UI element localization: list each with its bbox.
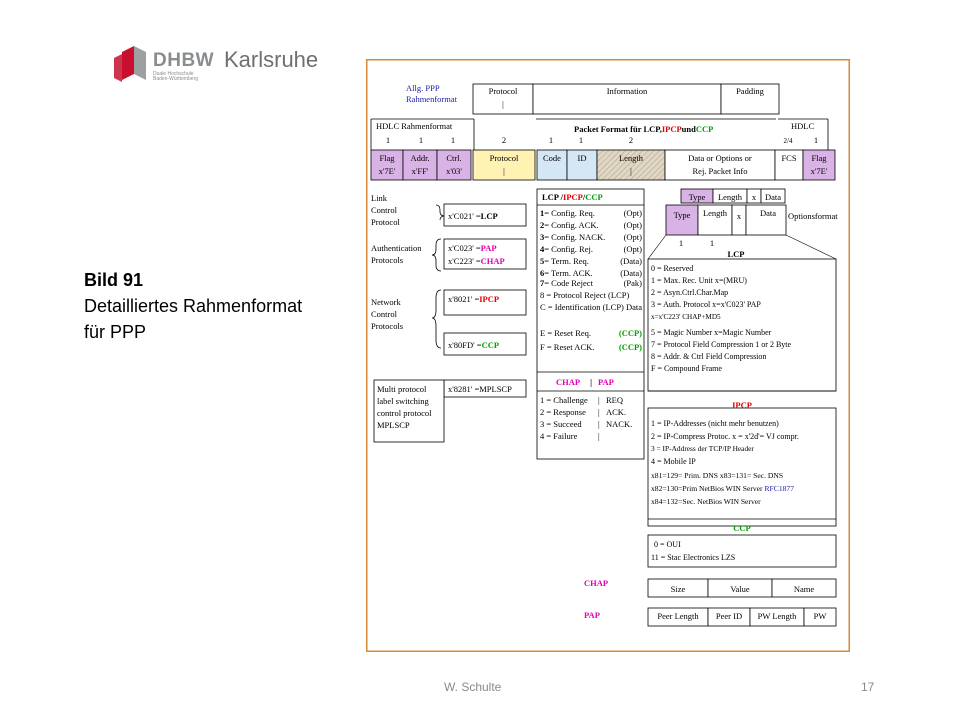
- packet-format-label: Packet Format für LCP,IPCPundCCP: [574, 124, 714, 134]
- svg-text:x'7E': x'7E': [810, 166, 828, 176]
- svg-text:Size: Size: [670, 584, 686, 594]
- svg-text:Length: Length: [618, 153, 644, 163]
- svg-text:Link: Link: [371, 193, 388, 203]
- svg-text:(Opt): (Opt): [623, 208, 642, 218]
- ipcp-options-title: IPCP: [732, 400, 752, 410]
- svg-text:5= Term. Req.: 5= Term. Req.: [540, 256, 589, 266]
- svg-text:Type: Type: [673, 210, 691, 220]
- svg-text:x'03': x'03': [446, 166, 462, 176]
- svg-text:|: |: [598, 419, 600, 429]
- ppp-padding: Padding: [736, 86, 764, 96]
- svg-text:|: |: [598, 407, 600, 417]
- svg-text:x84=132=Sec. NetBios WIN Serve: x84=132=Sec. NetBios WIN Server: [651, 497, 761, 506]
- svg-text:Protocol: Protocol: [489, 153, 519, 163]
- svg-text:REQ: REQ: [606, 395, 623, 405]
- svg-text:Name: Name: [793, 584, 815, 594]
- svg-text:1: 1: [385, 135, 391, 145]
- svg-text:0 = Reserved: 0 = Reserved: [651, 264, 694, 273]
- svg-text:Rej. Packet Info: Rej. Packet Info: [692, 166, 748, 176]
- svg-text:2/4: 2/4: [783, 137, 793, 145]
- svg-text:0 = OUI: 0 = OUI: [654, 540, 681, 549]
- code-c: C = Identification (LCP) Data: [540, 302, 643, 312]
- svg-text:1 = Challenge: 1 = Challenge: [540, 395, 588, 405]
- proto-lcp: x'C021' =LCP: [448, 211, 498, 221]
- options-format-label: Optionsformat: [788, 211, 838, 221]
- svg-text:control protocol: control protocol: [377, 408, 432, 418]
- svg-text:11 = Stac Electronics LZS: 11 = Stac Electronics LZS: [651, 553, 736, 562]
- svg-text:Control: Control: [371, 309, 397, 319]
- svg-text:|: |: [598, 431, 600, 441]
- proto-ipcp: x'8021' =IPCP: [448, 294, 500, 304]
- svg-text:Data: Data: [760, 208, 777, 218]
- svg-text:Length: Length: [702, 208, 728, 218]
- svg-text:(Pak): (Pak): [623, 278, 642, 288]
- lcp-options-title: LCP: [727, 249, 745, 259]
- footer-author: W. Schulte: [444, 680, 502, 694]
- title-line-2: für PPP: [84, 322, 147, 342]
- svg-text:PW Length: PW Length: [757, 611, 797, 621]
- svg-text:(Opt): (Opt): [623, 232, 642, 242]
- ppp-label-1: Allg. PPP: [406, 83, 440, 93]
- svg-text:x'7E': x'7E': [378, 166, 396, 176]
- code-8: 8 = Protocol Reject (LCP): [540, 290, 630, 300]
- ppp-protocol: Protocol: [488, 86, 518, 96]
- svg-text:2: 2: [501, 135, 507, 145]
- svg-text:8 = Addr. & Ctrl Field Compres: 8 = Addr. & Ctrl Field Compression: [651, 352, 767, 361]
- svg-text:3 = IP-Address: 3 = IP-Address der TCP/IP Header: [651, 444, 754, 453]
- svg-text:Multi protocol: Multi protocol: [377, 384, 427, 394]
- svg-text:Peer ID: Peer ID: [715, 611, 743, 621]
- svg-text:3= Config. NACK.: 3= Config. NACK.: [540, 232, 606, 242]
- svg-text:1: 1: [709, 238, 715, 248]
- svg-text:2 = Response: 2 = Response: [540, 407, 586, 417]
- svg-text:Protocol: Protocol: [371, 217, 400, 227]
- svg-text:MPLSCP: MPLSCP: [377, 420, 410, 430]
- svg-text:Authentication: Authentication: [371, 243, 422, 253]
- svg-text:7 = Protocol Field Compression: 7 = Protocol Field Compression 1 or 2 Byte: [651, 340, 792, 349]
- svg-text:x=x'C223' CHAP+MD5: x=x'C223' CHAP+MD5: [651, 313, 721, 321]
- svg-text:(CCP): (CCP): [618, 342, 642, 352]
- svg-text:1 = IP-Addresses (nicht mehr b: 1 = IP-Addresses (nicht mehr benutzen): [651, 419, 779, 428]
- svg-text:ACK.: ACK.: [606, 407, 627, 417]
- logo-subtitle: Duale Hochschule Baden-Württemberg: [153, 71, 199, 82]
- svg-text:label switching: label switching: [377, 396, 429, 406]
- svg-text:F = Compound Frame: F = Compound Frame: [651, 364, 722, 373]
- svg-text:PW: PW: [813, 611, 827, 621]
- svg-text:Ctrl.: Ctrl.: [446, 153, 462, 163]
- svg-text:x: x: [751, 192, 757, 202]
- ccp-options-title: CCP: [733, 523, 751, 533]
- svg-text:2: 2: [628, 135, 634, 145]
- svg-text:x81=129= Prim. DNS x83=131= S: x81=129= Prim. DNS x83=131= Sec. DNS: [651, 471, 784, 480]
- svg-text:1: 1: [418, 135, 424, 145]
- svg-text:2 = Asyn.Ctrl.Char.Map: 2 = Asyn.Ctrl.Char.Map: [651, 288, 729, 297]
- ppp-label-2: Rahmenformat: [406, 94, 457, 104]
- svg-text:x'FF': x'FF': [411, 166, 429, 176]
- chap-format-label: CHAP: [584, 578, 609, 588]
- svg-text:Code: Code: [543, 153, 561, 163]
- logo-city: Karlsruhe: [224, 47, 319, 72]
- proto-mplscp: x'8281' =MPLSCP: [448, 384, 512, 394]
- svg-text:1: 1: [678, 238, 684, 248]
- svg-text:5 = Magic Number x=Mag: 5 = Magic Number x=Magic Number: [651, 328, 772, 337]
- svg-text:4= Config. Rej.: 4= Config. Rej.: [540, 244, 593, 254]
- svg-text:3 = Auth. Protocol x=x: 3 = Auth. Protocol x=x'C023' PAP: [651, 300, 761, 309]
- code-f: F = Reset ACK.: [540, 342, 595, 352]
- svg-text:Network: Network: [371, 297, 401, 307]
- svg-text:(Data): (Data): [620, 256, 642, 266]
- title-line-1: Detailliertes Rahmenformat: [84, 296, 303, 316]
- svg-text:Data: Data: [764, 192, 782, 202]
- svg-text:2= Config. ACK.: 2= Config. ACK.: [540, 220, 599, 230]
- svg-text:|: |: [503, 166, 505, 176]
- chap-pap-header: CHAP | PAP: [556, 377, 614, 387]
- figure-number: Bild 91: [84, 270, 144, 290]
- svg-text:3 = Succeed: 3 = Succeed: [540, 419, 582, 429]
- svg-text:Protocols: Protocols: [371, 255, 404, 265]
- svg-text:Type: Type: [688, 192, 706, 202]
- svg-text:6= Term. ACK.: 6= Term. ACK.: [540, 268, 593, 278]
- svg-text:Length: Length: [717, 192, 743, 202]
- svg-text:Value: Value: [730, 584, 750, 594]
- pap-format-label: PAP: [584, 610, 600, 620]
- svg-text:|: |: [502, 99, 504, 109]
- svg-text:1 = Max. Rec. Unit x=(M: 1 = Max. Rec. Unit x=(MRU): [651, 276, 747, 285]
- svg-text:NACK.: NACK.: [606, 419, 633, 429]
- svg-text:7= Code Reject: 7= Code Reject: [540, 278, 593, 288]
- svg-text:2 = IP-Compress Protoc. x = x': 2 = IP-Compress Protoc. x = x'2d'= VJ compr.: [651, 432, 799, 441]
- svg-text:(Data): (Data): [620, 268, 642, 278]
- slide-title: [84, 267, 302, 345]
- svg-text:FCS: FCS: [781, 153, 797, 163]
- svg-text:ID: ID: [577, 153, 587, 163]
- svg-text:1: 1: [548, 135, 554, 145]
- svg-text:4 = Mobile IP: 4 = Mobile IP: [651, 457, 696, 466]
- svg-text:x82=130=Prim NetBios WIN Serve: x82=130=Prim NetBios WIN Server RFC1877: [651, 484, 795, 493]
- svg-text:|: |: [630, 166, 632, 176]
- svg-text:(Opt): (Opt): [623, 220, 642, 230]
- svg-text:1: 1: [813, 135, 819, 145]
- svg-text:Data or Options or: Data or Options or: [688, 153, 752, 163]
- svg-text:1: 1: [450, 135, 456, 145]
- ppp-frame-diagram: [366, 59, 850, 652]
- proto-pap: x'C023' =PAP: [448, 243, 497, 253]
- proto-ccp: x'80FD' =CCP: [448, 340, 500, 350]
- svg-text:Protocols: Protocols: [371, 321, 404, 331]
- svg-text:Flag: Flag: [811, 153, 827, 163]
- svg-text:1= Config. Req.: 1= Config. Req.: [540, 208, 595, 218]
- logo-abbr: DHBW: [153, 50, 215, 71]
- code-list: [540, 208, 642, 288]
- code-e: E = Reset Req.: [540, 328, 592, 338]
- svg-text:4 = Failure: 4 = Failure: [540, 431, 578, 441]
- rfc-label: RFC1877: [764, 484, 795, 493]
- ppp-information: Information: [606, 86, 648, 96]
- svg-text:Addr.: Addr.: [410, 153, 430, 163]
- hdlc-label: HDLC Rahmenformat: [376, 121, 453, 131]
- svg-text:Peer Length: Peer Length: [657, 611, 699, 621]
- svg-text:Flag: Flag: [379, 153, 395, 163]
- proto-chap: x'C223' =CHAP: [448, 256, 505, 266]
- svg-text:(CCP): (CCP): [618, 328, 642, 338]
- hdlc-right-label: HDLC: [791, 121, 815, 131]
- svg-text:x: x: [736, 211, 742, 221]
- svg-text:Control: Control: [371, 205, 397, 215]
- page-number: 17: [861, 680, 875, 694]
- svg-text:(Opt): (Opt): [623, 244, 642, 254]
- svg-text:|: |: [598, 395, 600, 405]
- svg-text:1: 1: [578, 135, 584, 145]
- code-header: LCP /IPCP/CCP: [542, 192, 603, 202]
